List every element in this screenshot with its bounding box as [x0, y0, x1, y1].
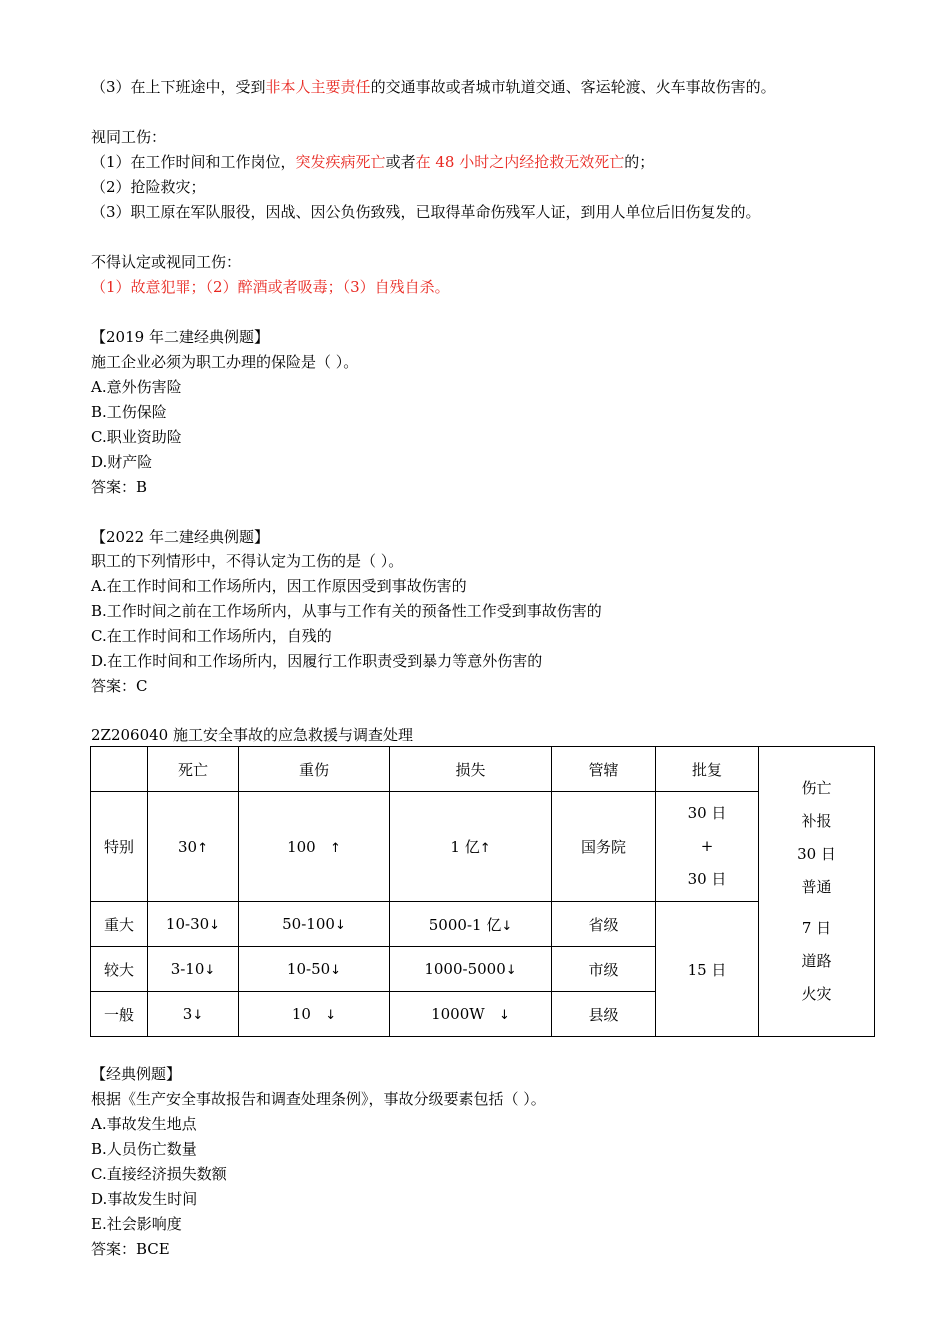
table-row	[91, 792, 875, 902]
highlight-not-main-responsibility: 非本人主要责任	[265, 78, 371, 96]
q-classic-stem: 根据《生产安全事故报告和调查处理条例》，事故分级要素包括（ ）。	[91, 1090, 546, 1108]
q-classic-heading: 【经典例题】	[91, 1065, 182, 1083]
q2019-heading: 【2019 年二建经典例题】	[91, 328, 269, 346]
arrow-down-icon: ↓	[192, 1008, 204, 1023]
q-classic-option: B.人员伤亡数量	[91, 1140, 197, 1158]
jurisdiction-cell: 县级	[552, 992, 656, 1037]
approval-special-cell: 30 日 + 30 日	[656, 792, 759, 902]
loss-cell: 1000W ↓	[390, 992, 552, 1037]
arrow-up-icon: ↑	[479, 841, 491, 856]
death-cell: 3↓	[148, 992, 239, 1037]
arrow-up-icon: ↑	[330, 840, 341, 856]
q2019-option: C.职业资助险	[91, 428, 182, 446]
table-header-row	[91, 747, 875, 792]
header-cell-loss: 损失	[390, 747, 552, 792]
arrow-up-icon: ↑	[197, 840, 208, 856]
header-cell-injury: 重伤	[239, 747, 390, 792]
q2022-heading: 【2022 年二建经典例题】	[91, 528, 269, 546]
injury-cell: 50-100↓	[239, 902, 390, 947]
arrow-down-icon: ↓	[204, 963, 216, 978]
header-cell-approval: 批复	[656, 747, 759, 792]
deemed-item-2: （2）抢险救灾；	[91, 178, 206, 196]
not-recognized-items: （1）故意犯罪；（2）醉酒或者吸毒；（3）自残自杀。	[91, 278, 450, 296]
level-cell: 一般	[91, 992, 148, 1037]
injury-cell: 10-50↓	[239, 947, 390, 992]
deemed-item-3: （3）职工原在军队服役，因战、因公负伤致残，已取得革命伤残军人证，到用人单位后旧伤复发的。	[91, 203, 761, 221]
death-cell: 10-30↓	[148, 902, 239, 947]
level-cell: 重大	[91, 902, 148, 947]
q2022-stem: 职工的下列情形中，不得认定为工伤的是（ ）。	[91, 552, 404, 570]
death-cell: 30↑	[148, 792, 239, 902]
deemed-item-1: （1）在工作时间和工作岗位，突发疾病死亡或者在 48 小时之内经抢救无效死亡的；	[91, 153, 655, 171]
q-classic-option: E.社会影响度	[91, 1215, 182, 1233]
header-cell-death: 死亡	[148, 747, 239, 792]
jurisdiction-cell: 省级	[552, 902, 656, 947]
commute-injury-line: （3）在上下班途中，受到非本人主要责任的交通事故或者城市轨道交通、客运轮渡、火车事故伤害的。	[91, 78, 776, 96]
not-recognized-title: 不得认定或视同工伤：	[91, 253, 242, 271]
q-classic-option: C.直接经济损失数额	[91, 1165, 227, 1183]
q2022-option: C.在工作时间和工作场所内，自残的	[91, 627, 332, 645]
q2019-option: D.财产险	[91, 453, 153, 471]
highlight-sudden-death: 突发疾病死亡	[295, 153, 386, 171]
supplementary-report-cell: 伤亡 补报 30 日 普通 7 日 道路 火灾	[759, 747, 875, 1037]
q2022-option: D.在工作时间和工作场所内，因履行工作职责受到暴力等意外伤害的	[91, 652, 543, 670]
q-classic-answer: 答案：BCE	[91, 1240, 170, 1258]
header-cell-empty	[91, 747, 148, 792]
level-cell: 特别	[91, 792, 148, 902]
q2019-stem: 施工企业必须为职工办理的保险是（ ）。	[91, 353, 359, 371]
q2019-option: A.意外伤害险	[91, 378, 182, 396]
loss-cell: 1 亿↑	[390, 792, 552, 902]
q2022-option: A.在工作时间和工作场所内，因工作原因受到事故伤害的	[91, 577, 467, 595]
jurisdiction-cell: 市级	[552, 947, 656, 992]
arrow-down-icon: ↓	[499, 1008, 510, 1023]
q2019-answer: 答案：B	[91, 478, 148, 496]
arrow-down-icon: ↓	[330, 963, 342, 978]
q2019-option: B.工伤保险	[91, 403, 167, 421]
table-row	[91, 902, 875, 947]
death-cell: 3-10↓	[148, 947, 239, 992]
approval-other-cell: 15 日	[656, 902, 759, 1037]
loss-cell: 1000-5000↓	[390, 947, 552, 992]
arrow-down-icon: ↓	[325, 1008, 337, 1023]
q-classic-option: A.事故发生地点	[91, 1115, 197, 1133]
injury-cell: 10 ↓	[239, 992, 390, 1037]
header-cell-jurisdiction: 管辖	[552, 747, 656, 792]
accident-level-table	[90, 746, 875, 1037]
arrow-down-icon: ↓	[334, 918, 346, 933]
loss-cell: 5000-1 亿↓	[390, 902, 552, 947]
injury-cell: 100 ↑	[239, 792, 390, 902]
q2022-option: B.工作时间之前在工作场所内，从事与工作有关的预备性工作受到事故伤害的	[91, 602, 602, 620]
arrow-down-icon: ↓	[209, 918, 221, 933]
q2022-answer: 答案：C	[91, 677, 148, 695]
deemed-injury-title: 视同工伤：	[91, 128, 167, 146]
arrow-down-icon: ↓	[505, 963, 517, 978]
arrow-down-icon: ↓	[501, 918, 513, 934]
highlight-48-hours: 在 48 小时之内经抢救无效死亡	[415, 153, 625, 171]
jurisdiction-cell: 国务院	[552, 792, 656, 902]
q-classic-option: D.事故发生时间	[91, 1190, 198, 1208]
level-cell: 较大	[91, 947, 148, 992]
section-title: 2Z206040 施工安全事故的应急救援与调查处理	[91, 726, 413, 744]
